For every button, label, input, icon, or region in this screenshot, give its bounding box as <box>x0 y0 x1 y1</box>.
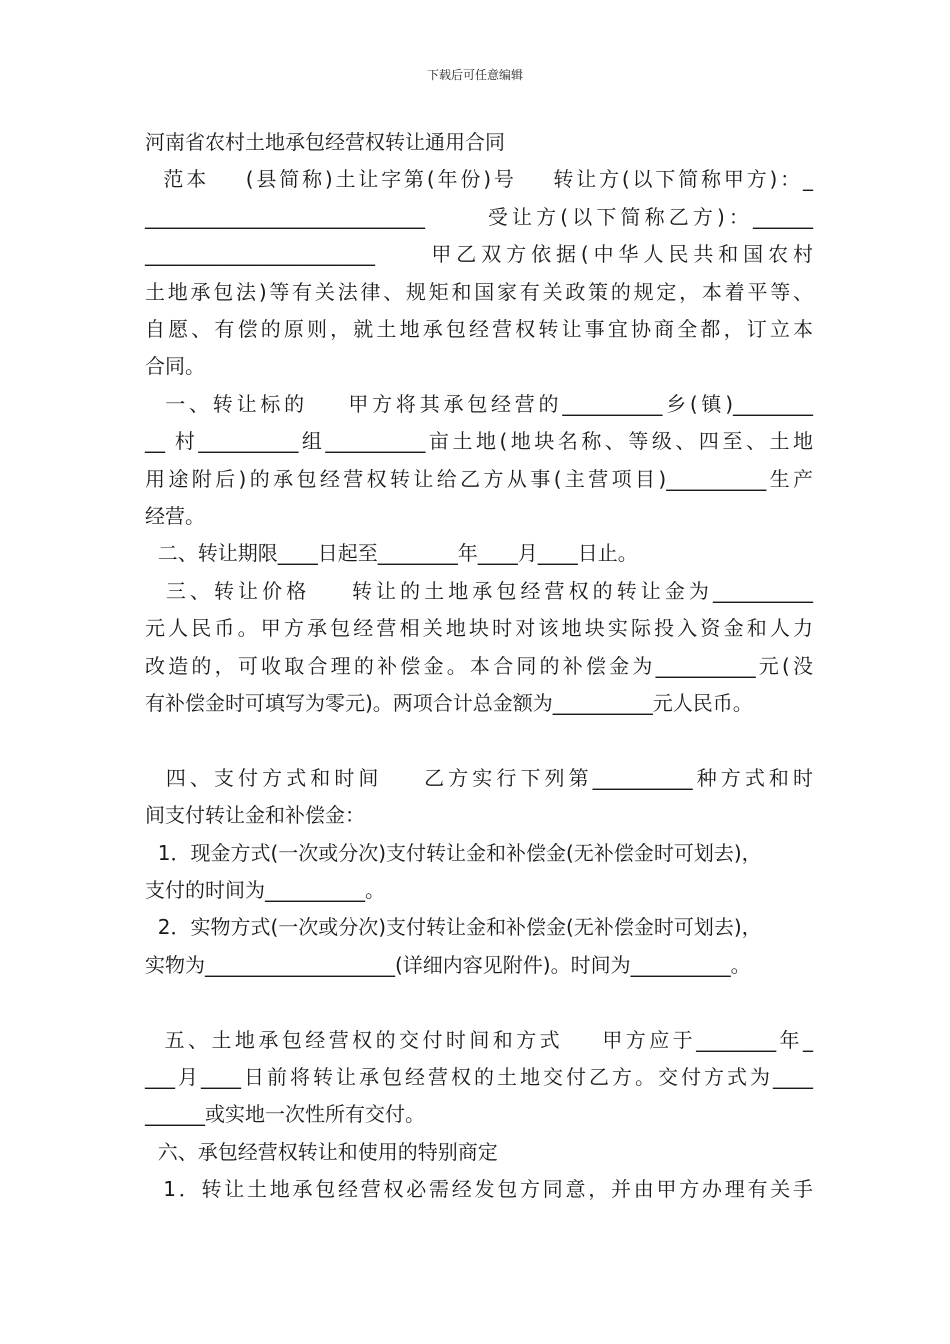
text-line: 五、土地承包经营权的交付时间和方式 甲方应于________年_ <box>145 1027 813 1052</box>
document-title: 河南省农村土地承包经营权转让通用合同 <box>145 130 505 154</box>
text-line: 范本 (县简称)土让字第(年份)号 转让方(以下简称甲方)：_ <box>145 167 813 192</box>
text-line: 用途附后)的承包经营权转让给乙方从事(主营项目)__________生产 <box>145 466 813 491</box>
text-line: 土地承包法)等有关法律、规矩和国家有关政策的规定，本着平等、 <box>145 279 813 304</box>
text-line: 1．转让土地承包经营权必需经发包方同意，并由甲方办理有关手 <box>145 1177 813 1202</box>
page-header-note: 下载后可任意编辑 <box>426 68 523 82</box>
text-line: ___月____日前将转让承包经营权的土地交付乙方。交付方式为____ <box>145 1065 813 1089</box>
text-line: 六、承包经营权转让和使用的特别商定 <box>145 1139 498 1164</box>
text-line: 元人民币。甲方承包经营相关地块时对该地块实际投入资金和人力 <box>145 616 813 641</box>
text-line: 三、转让价格 转让的土地承包经营权的转让金为__________ <box>145 578 813 603</box>
text-line: 1．现金方式(一次或分次)支付转让金和补偿金(无补偿金时可划去)， <box>145 840 762 865</box>
text-line: _______________________ 甲乙双方依据(中华人民共和国农村 <box>145 242 813 267</box>
text-line: ____________________________ 受让方(以下简称乙方)：______ <box>145 204 813 229</box>
text-line: 一、转让标的 甲方将其承包经营的__________乡(镇)________ <box>145 391 813 416</box>
text-line: 间支付转让金和补偿金： <box>145 803 365 828</box>
text-line: 有补偿金时可填写为零元)。两项合计总金额为__________元人民币。 <box>145 691 753 715</box>
text-line: 经营。 <box>145 504 205 528</box>
text-line: __ 村__________组__________亩土地(地块名称、等级、四至、土地 <box>145 429 813 454</box>
text-line: 自愿、有偿的原则，就土地承包经营权转让事宜协商全都，订立本 <box>145 317 813 341</box>
text-line: 四、支付方式和时间 乙方实行下列第__________种方式和时 <box>145 765 813 790</box>
text-line: 实物为___________________(详细内容见附件)。时间为__________。 <box>145 952 751 977</box>
text-line: 改造的，可收取合理的补偿金。本合同的补偿金为__________元(没 <box>145 653 813 678</box>
text-line: ______或实地一次性所有交付。 <box>145 1102 425 1127</box>
text-line: 支付的时间为__________。 <box>145 878 385 902</box>
text-line: 2．实物方式(一次或分次)支付转让金和补偿金(无补偿金时可划去)， <box>145 915 762 940</box>
text-line: 合同。 <box>145 354 205 379</box>
text-line: 二、转让期限____日起至________年____月____日止。 <box>145 541 638 566</box>
